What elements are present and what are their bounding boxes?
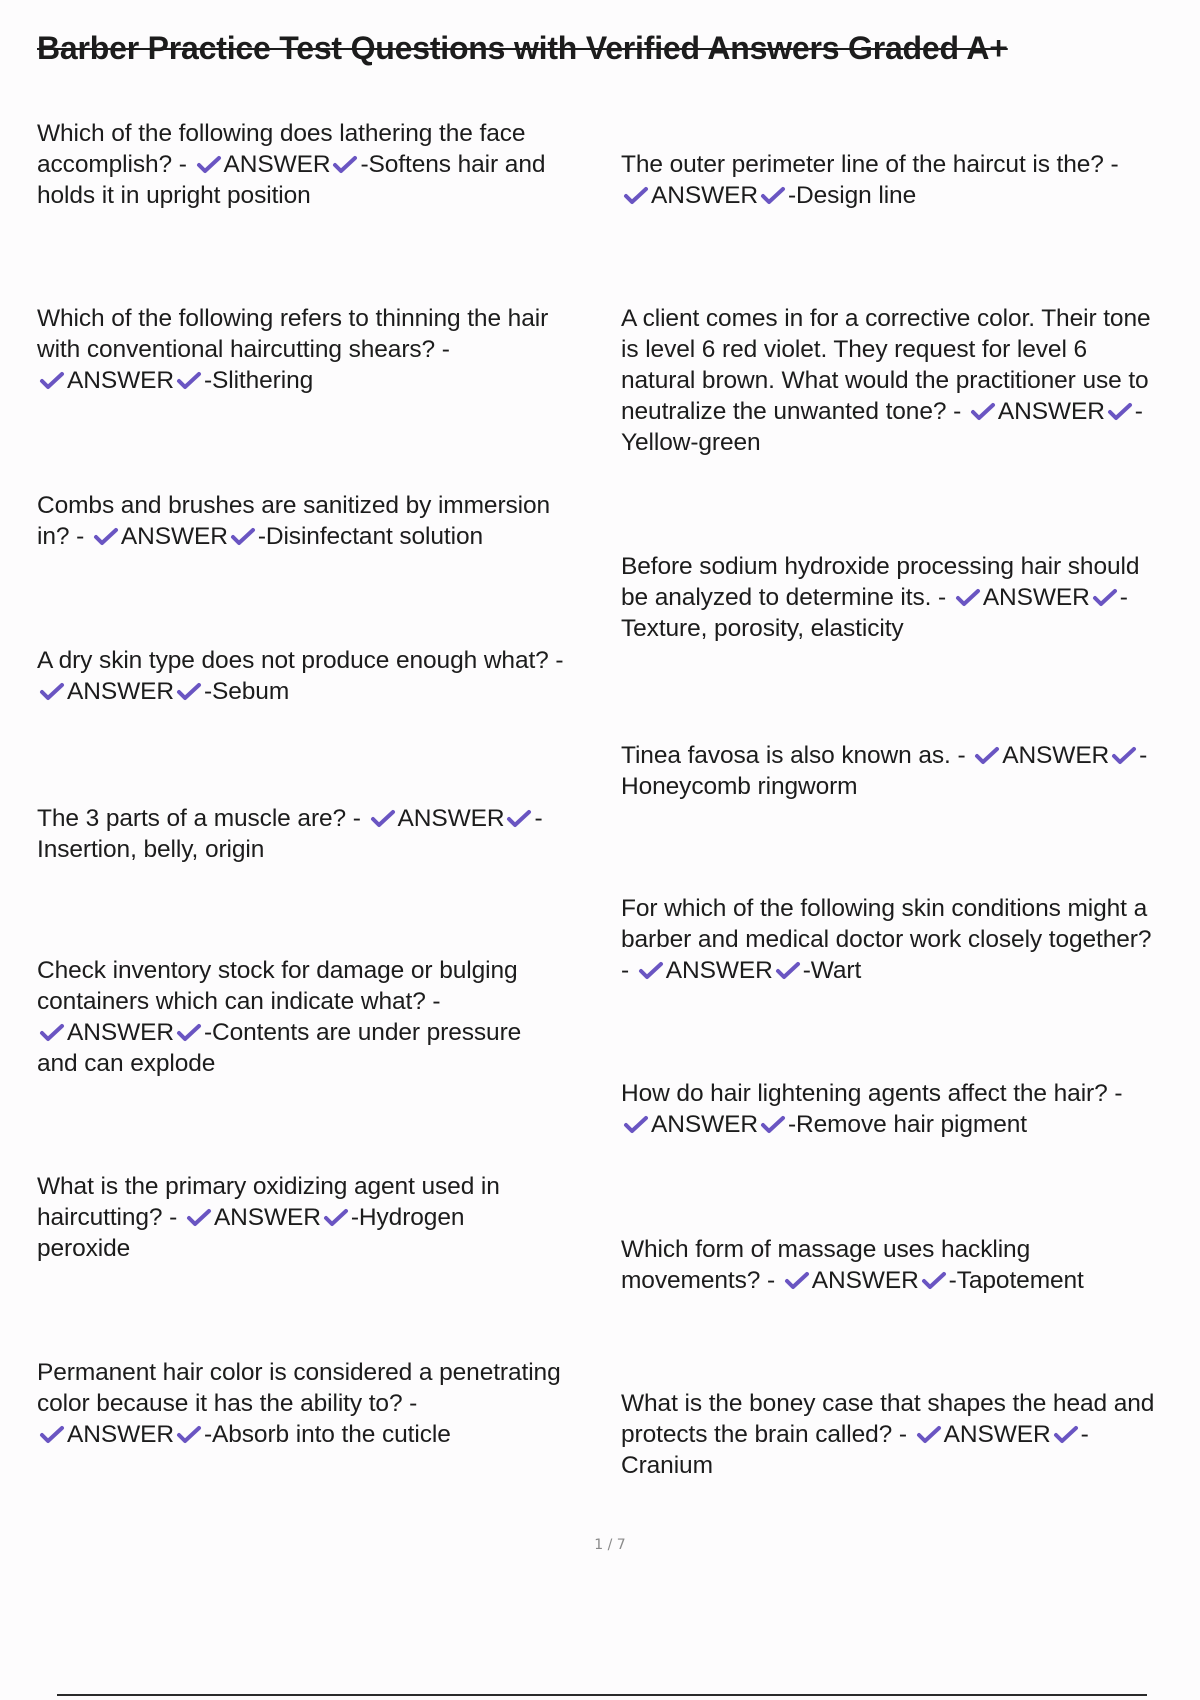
- checkmark-icon: [175, 1022, 203, 1042]
- checkmark-icon: [1091, 587, 1119, 607]
- checkmark-icon: [783, 1270, 811, 1290]
- answer-text: -Contents are under pressure: [203, 1019, 522, 1046]
- checkmark-icon: [915, 1424, 943, 1444]
- answer-text: -Slithering: [203, 367, 314, 394]
- checkmark-icon: [38, 1022, 66, 1042]
- answer-label: ANSWER: [67, 1421, 174, 1448]
- qa-item: Tinea favosa is also known as. - ANSWER - Honeycomb ringworm: [621, 742, 1148, 800]
- qa-item: A client comes in for a corrective color. Their tone is level 6 red violet. They request for level 6 natural brown. What would the practitioner use to neutralize the unwanted tone? - ANSWER - Yellow-green: [621, 305, 1151, 456]
- answer-text: -: [1119, 584, 1128, 611]
- answer-text: -: [1139, 742, 1148, 769]
- checkmark-icon: [637, 960, 665, 980]
- checkmark-icon: [505, 808, 533, 828]
- answer-label: ANSWER: [997, 398, 1105, 425]
- answer-label: ANSWER: [665, 957, 773, 984]
- answer-text: -: [1080, 1421, 1089, 1448]
- answer-label: ANSWER: [67, 678, 174, 705]
- checkmark-icon: [175, 1424, 203, 1444]
- checkmark-icon: [973, 745, 1001, 765]
- answer-label: ANSWER: [1002, 742, 1110, 769]
- checkmark-icon: [92, 526, 120, 546]
- answer-label: ANSWER: [651, 1111, 758, 1138]
- answer-label: ANSWER: [397, 805, 505, 832]
- checkmark-icon: [1106, 401, 1134, 421]
- checkmark-icon: [1052, 1424, 1080, 1444]
- answer-text: -Absorb into the cuticle: [203, 1421, 451, 1448]
- checkmark-icon: [185, 1207, 213, 1227]
- checkmark-icon: [969, 401, 997, 421]
- answer-text: -Design line: [787, 182, 917, 209]
- page-title: Barber Practice Test Questions with Verified Answers Graded A+: [37, 30, 1008, 66]
- checkmark-icon: [322, 1207, 350, 1227]
- qa-item: Which form of massage uses hackling movements? - ANSWER -Tapotement: [621, 1236, 1084, 1294]
- answer-text: -Remove hair pigment: [787, 1111, 1027, 1138]
- checkmark-icon: [38, 370, 66, 390]
- page-divider: [57, 1694, 1147, 1696]
- qa-item: Combs and brushes are sanitized by immersion in? - ANSWER -Disinfectant solution: [37, 492, 551, 550]
- answer-label: ANSWER: [213, 1204, 321, 1231]
- answer-text: -Wart: [802, 957, 862, 984]
- checkmark-icon: [369, 808, 397, 828]
- answer-label: ANSWER: [651, 182, 758, 209]
- answer-text: -Softens hair and: [360, 151, 546, 178]
- checkmark-icon: [622, 185, 650, 205]
- answer-text: -Tapotement: [948, 1267, 1084, 1294]
- qa-item: For which of the following skin conditions might a barber and medical doctor work closely together? - ANSWER -Wart: [621, 895, 1152, 984]
- answer-text: -: [1134, 398, 1143, 425]
- answer-label: ANSWER: [982, 584, 1090, 611]
- answer-label: ANSWER: [811, 1267, 919, 1294]
- checkmark-icon: [954, 587, 982, 607]
- page-number: 1 / 7: [594, 1537, 626, 1553]
- checkmark-icon: [195, 154, 223, 174]
- qa-item: The 3 parts of a muscle are? - ANSWER - Insertion, belly, origin: [37, 805, 543, 863]
- qa-item: Which of the following does lathering the face accomplish? - ANSWER -Softens hair and holds it in upright position: [37, 120, 546, 209]
- qa-item: How do hair lightening agents affect the hair? - ANSWER -Remove hair pigment: [621, 1080, 1123, 1138]
- answer-label: ANSWER: [67, 367, 174, 394]
- checkmark-icon: [331, 154, 359, 174]
- checkmark-icon: [774, 960, 802, 980]
- qa-item: What is the primary oxidizing agent used in haircutting? - ANSWER -Hydrogen peroxide: [37, 1173, 500, 1262]
- checkmark-icon: [759, 185, 787, 205]
- answer-text: -Hydrogen: [350, 1204, 465, 1231]
- answer-text: -Sebum: [203, 678, 290, 705]
- answer-text: -: [534, 805, 543, 832]
- checkmark-icon: [1110, 745, 1138, 765]
- checkmark-icon: [759, 1114, 787, 1134]
- answer-label: ANSWER: [943, 1421, 1051, 1448]
- checkmark-icon: [229, 526, 257, 546]
- checkmark-icon: [175, 370, 203, 390]
- checkmark-icon: [622, 1114, 650, 1134]
- checkmark-icon: [38, 1424, 66, 1444]
- qa-item: What is the boney case that shapes the head and protects the brain called? - ANSWER - Cranium: [621, 1390, 1155, 1479]
- qa-item: Permanent hair color is considered a penetrating color because it has the ability to? - ANSWER -Absorb into the cuticle: [37, 1359, 561, 1448]
- answer-label: ANSWER: [120, 523, 228, 550]
- answer-label: ANSWER: [223, 151, 331, 178]
- answer-text: -Disinfectant solution: [257, 523, 484, 550]
- answer-label: ANSWER: [67, 1019, 174, 1046]
- checkmark-icon: [175, 681, 203, 701]
- qa-item: A dry skin type does not produce enough what? - ANSWER -Sebum: [37, 647, 564, 705]
- checkmark-icon: [920, 1270, 948, 1290]
- qa-item: Which of the following refers to thinning the hair with conventional haircutting shears? - ANSWER -Slithering: [37, 305, 549, 394]
- qa-item: The outer perimeter line of the haircut is the? - ANSWER -Design line: [621, 151, 1119, 209]
- qa-item: Before sodium hydroxide processing hair should be analyzed to determine its. - ANSWER - Texture, porosity, elasticity: [621, 553, 1140, 642]
- qa-item: Check inventory stock for damage or bulging containers which can indicate what? - ANSWER -Contents are under pressure and can explode: [37, 957, 522, 1077]
- checkmark-icon: [38, 681, 66, 701]
